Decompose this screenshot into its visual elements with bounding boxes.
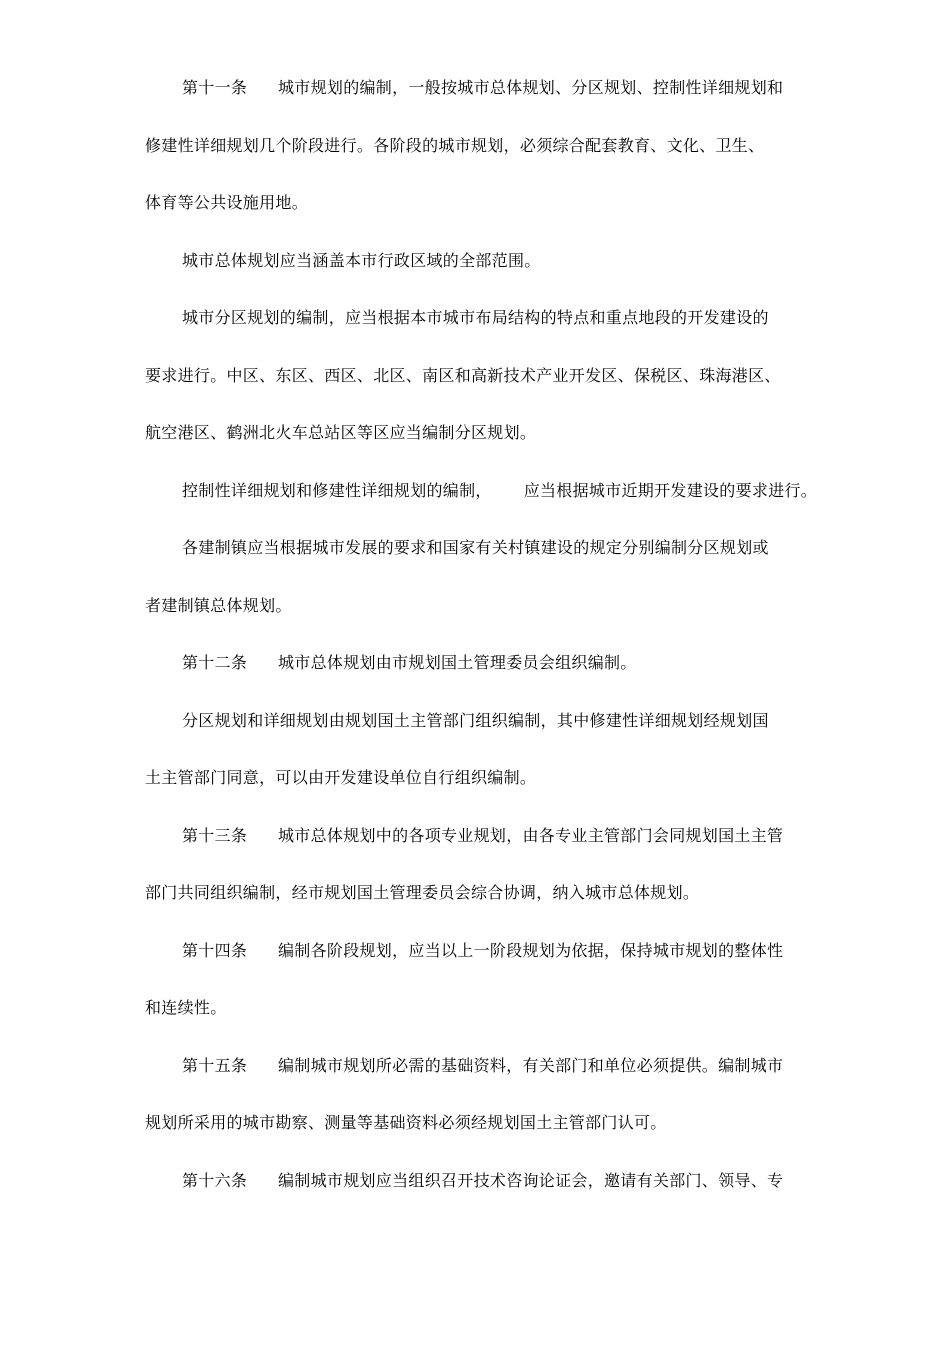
paragraph-district-plan-line-1 (182, 308, 769, 328)
paragraph-article-11-line-2 (145, 136, 764, 156)
paragraph-article-12-sub-line-2 (145, 768, 536, 788)
line-text: 分区规划和详细规划由规划国土主管部门组织编制，其中修建性详细规划经规划国 (182, 711, 769, 730)
paragraph-article-15-line-2 (145, 1113, 667, 1133)
paragraph-article-12 (182, 653, 637, 673)
line-text: 编制各阶段规划，应当以上一阶段规划为依据，保持城市规划的整体性 (278, 941, 784, 960)
article-number: 第十三条 (182, 826, 248, 845)
paragraph-article-14-line-2 (145, 998, 227, 1018)
article-number: 第十二条 (182, 653, 248, 672)
line-text: 修建性详细规划几个阶段进行。各阶段的城市规划，必须综合配套教育、文化、卫生、 (145, 136, 765, 155)
paragraph-article-14-line-1 (182, 941, 783, 961)
line-text: 城市总体规划应当涵盖本市行政区域的全部范围。 (182, 251, 541, 270)
line-text: 规划所采用的城市勘察、测量等基础资料必须经规划国土主管部门认可。 (145, 1113, 667, 1132)
line-text: 城市分区规划的编制，应当根据本市城市布局结构的特点和重点地段的开发建设的 (182, 308, 769, 327)
paragraph-article-16-line-1 (182, 1171, 783, 1191)
line-text-continued: 应当根据城市近期开发建设的要求进行。 (523, 481, 818, 500)
line-text: 者建制镇总体规划。 (145, 596, 292, 615)
paragraph-district-plan-line-2 (145, 366, 781, 386)
line-text: 城市总体规划中的各项专业规划，由各专业主管部门会同规划国土主管 (278, 826, 784, 845)
paragraph-article-11-line-1 (182, 78, 783, 98)
paragraph-article-13-line-2 (145, 883, 699, 903)
article-number: 第十五条 (182, 1056, 248, 1075)
article-number: 第十一条 (182, 78, 248, 97)
line-text: 部门共同组织编制，经市规划国土管理委员会综合协调，纳入城市总体规划。 (145, 883, 700, 902)
line-text: 编制城市规划所必需的基础资料，有关部门和单位必须提供。编制城市 (278, 1056, 784, 1075)
paragraph-town-plan-line-1 (182, 538, 769, 558)
line-text: 城市规划的编制，一般按城市总体规划、分区规划、控制性详细规划和 (278, 78, 784, 97)
line-text: 体育等公共设施用地。 (145, 193, 309, 212)
paragraph-town-plan-line-2 (145, 596, 292, 616)
article-number: 第十六条 (182, 1171, 248, 1190)
paragraph-article-15-line-1 (182, 1056, 783, 1076)
line-text: 要求进行。中区、东区、西区、北区、南区和高新技术产业开发区、保税区、珠海港区、 (145, 366, 781, 385)
paragraph-district-plan-line-3 (145, 423, 536, 443)
paragraph-overall-plan-scope (182, 251, 541, 271)
article-number: 第十四条 (182, 941, 248, 960)
line-text: 控制性详细规划和修建性详细规划的编制， (182, 481, 492, 500)
line-text: 和连续性。 (145, 998, 227, 1017)
line-text: 各建制镇应当根据城市发展的要求和国家有关村镇建设的规定分别编制分区规划或 (182, 538, 769, 557)
paragraph-detailed-plan (182, 481, 817, 501)
paragraph-article-12-sub-line-1 (182, 711, 769, 731)
paragraph-article-11-line-3 (145, 193, 308, 213)
line-text: 航空港区、鹤洲北火车总站区等区应当编制分区规划。 (145, 423, 537, 442)
line-text: 土主管部门同意，可以由开发建设单位自行组织编制。 (145, 768, 537, 787)
line-text: 编制城市规划应当组织召开技术咨询论证会，邀请有关部门、领导、专 (278, 1171, 784, 1190)
line-text: 城市总体规划由市规划国土管理委员会组织编制。 (278, 653, 637, 672)
paragraph-article-13-line-1 (182, 826, 783, 846)
